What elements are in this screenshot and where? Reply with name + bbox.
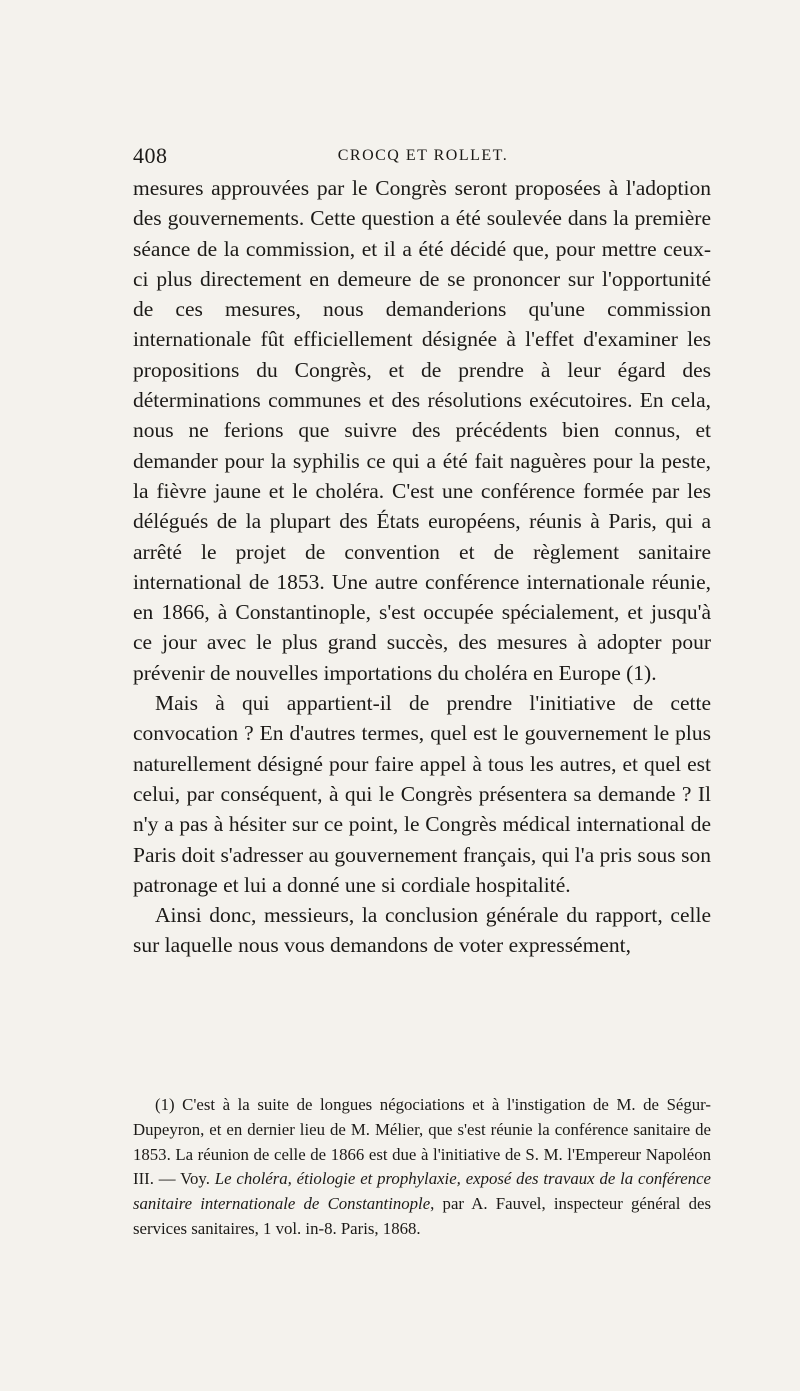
main-text (133, 173, 711, 961)
page-number: 408 (133, 143, 168, 168)
footnote (133, 1093, 711, 1242)
page-header (133, 143, 713, 169)
paragraph-3: Ainsi donc, messieurs, la conclusion générale du rapport, celle sur laquelle nous vous demandons de voter expressément, (133, 903, 711, 958)
footnote-book-title: Le choléra, étiologie et prophylaxie, exposé des travaux de la conférence sanitaire internationale de Constantinople (133, 1169, 711, 1214)
paragraph-1: mesures approuvées par le Congrès seront proposées à l'adoption des gouvernements. Cette question a été soulevée dans la première séance de la commission, et il a été décidé que, pour mettre ceux-ci plus directement en demeure de se prononcer sur l'opportunité de ces mesures, nous demanderions qu'une commission internationale fût efficiellement désignée à l'effet d'examiner les propositions du Congrès, et de prendre à leur égard des déterminations communes et des résolutions exécutoires. En cela, nous ne ferions que suivre des précédents bien connus, et demander pour la syphilis ce qui a été fait naguères pour la peste, la fièvre jaune et le choléra. C'est une conférence formée par les délégués de la plupart des États européens, réunis à Paris, qui a arrêté le projet de convention et de règlement sanitaire international de 1853. Une autre conférence internationale réunie, en 1866, à Constantinople, s'est occupée spécialement, et jusqu'à ce jour avec le plus grand succès, des mesures à adopter pour prévenir de nouvelles importations du choléra en Europe (1). (133, 176, 711, 685)
footnote-tail: , par A. Fauvel, inspecteur général des services sanitaires, 1 vol. in-8. Paris, 1868. (133, 1194, 711, 1238)
paragraph-2: Mais à qui appartient-il de prendre l'initiative de cette convocation ? En d'autres termes, quel est le gouvernement le plus naturellement désigné pour faire appel à tous les autres, et quel est celui, par conséquent, à qui le Congrès présentera sa demande ? Il n'y a pas à hésiter sur ce point, le Congrès médical international de Paris doit s'adresser au gouvernement français, qui l'a pris sous son patronage et lui a donné une si cordiale hospitalité. (133, 691, 711, 897)
running-head: CROCQ ET ROLLET. (337, 147, 509, 164)
footnote-lead: (1) C'est à la suite de longues négociations et à l'instigation de M. de Ségur-Dupeyron, et en dernier lieu de M. Mélier, que s'est réunie la conférence sanitaire de 1853. La réunion de celle de 1866 est due à l'initiative de S. M. l'Empereur Napoléon III. — Voy. (133, 1095, 711, 1189)
